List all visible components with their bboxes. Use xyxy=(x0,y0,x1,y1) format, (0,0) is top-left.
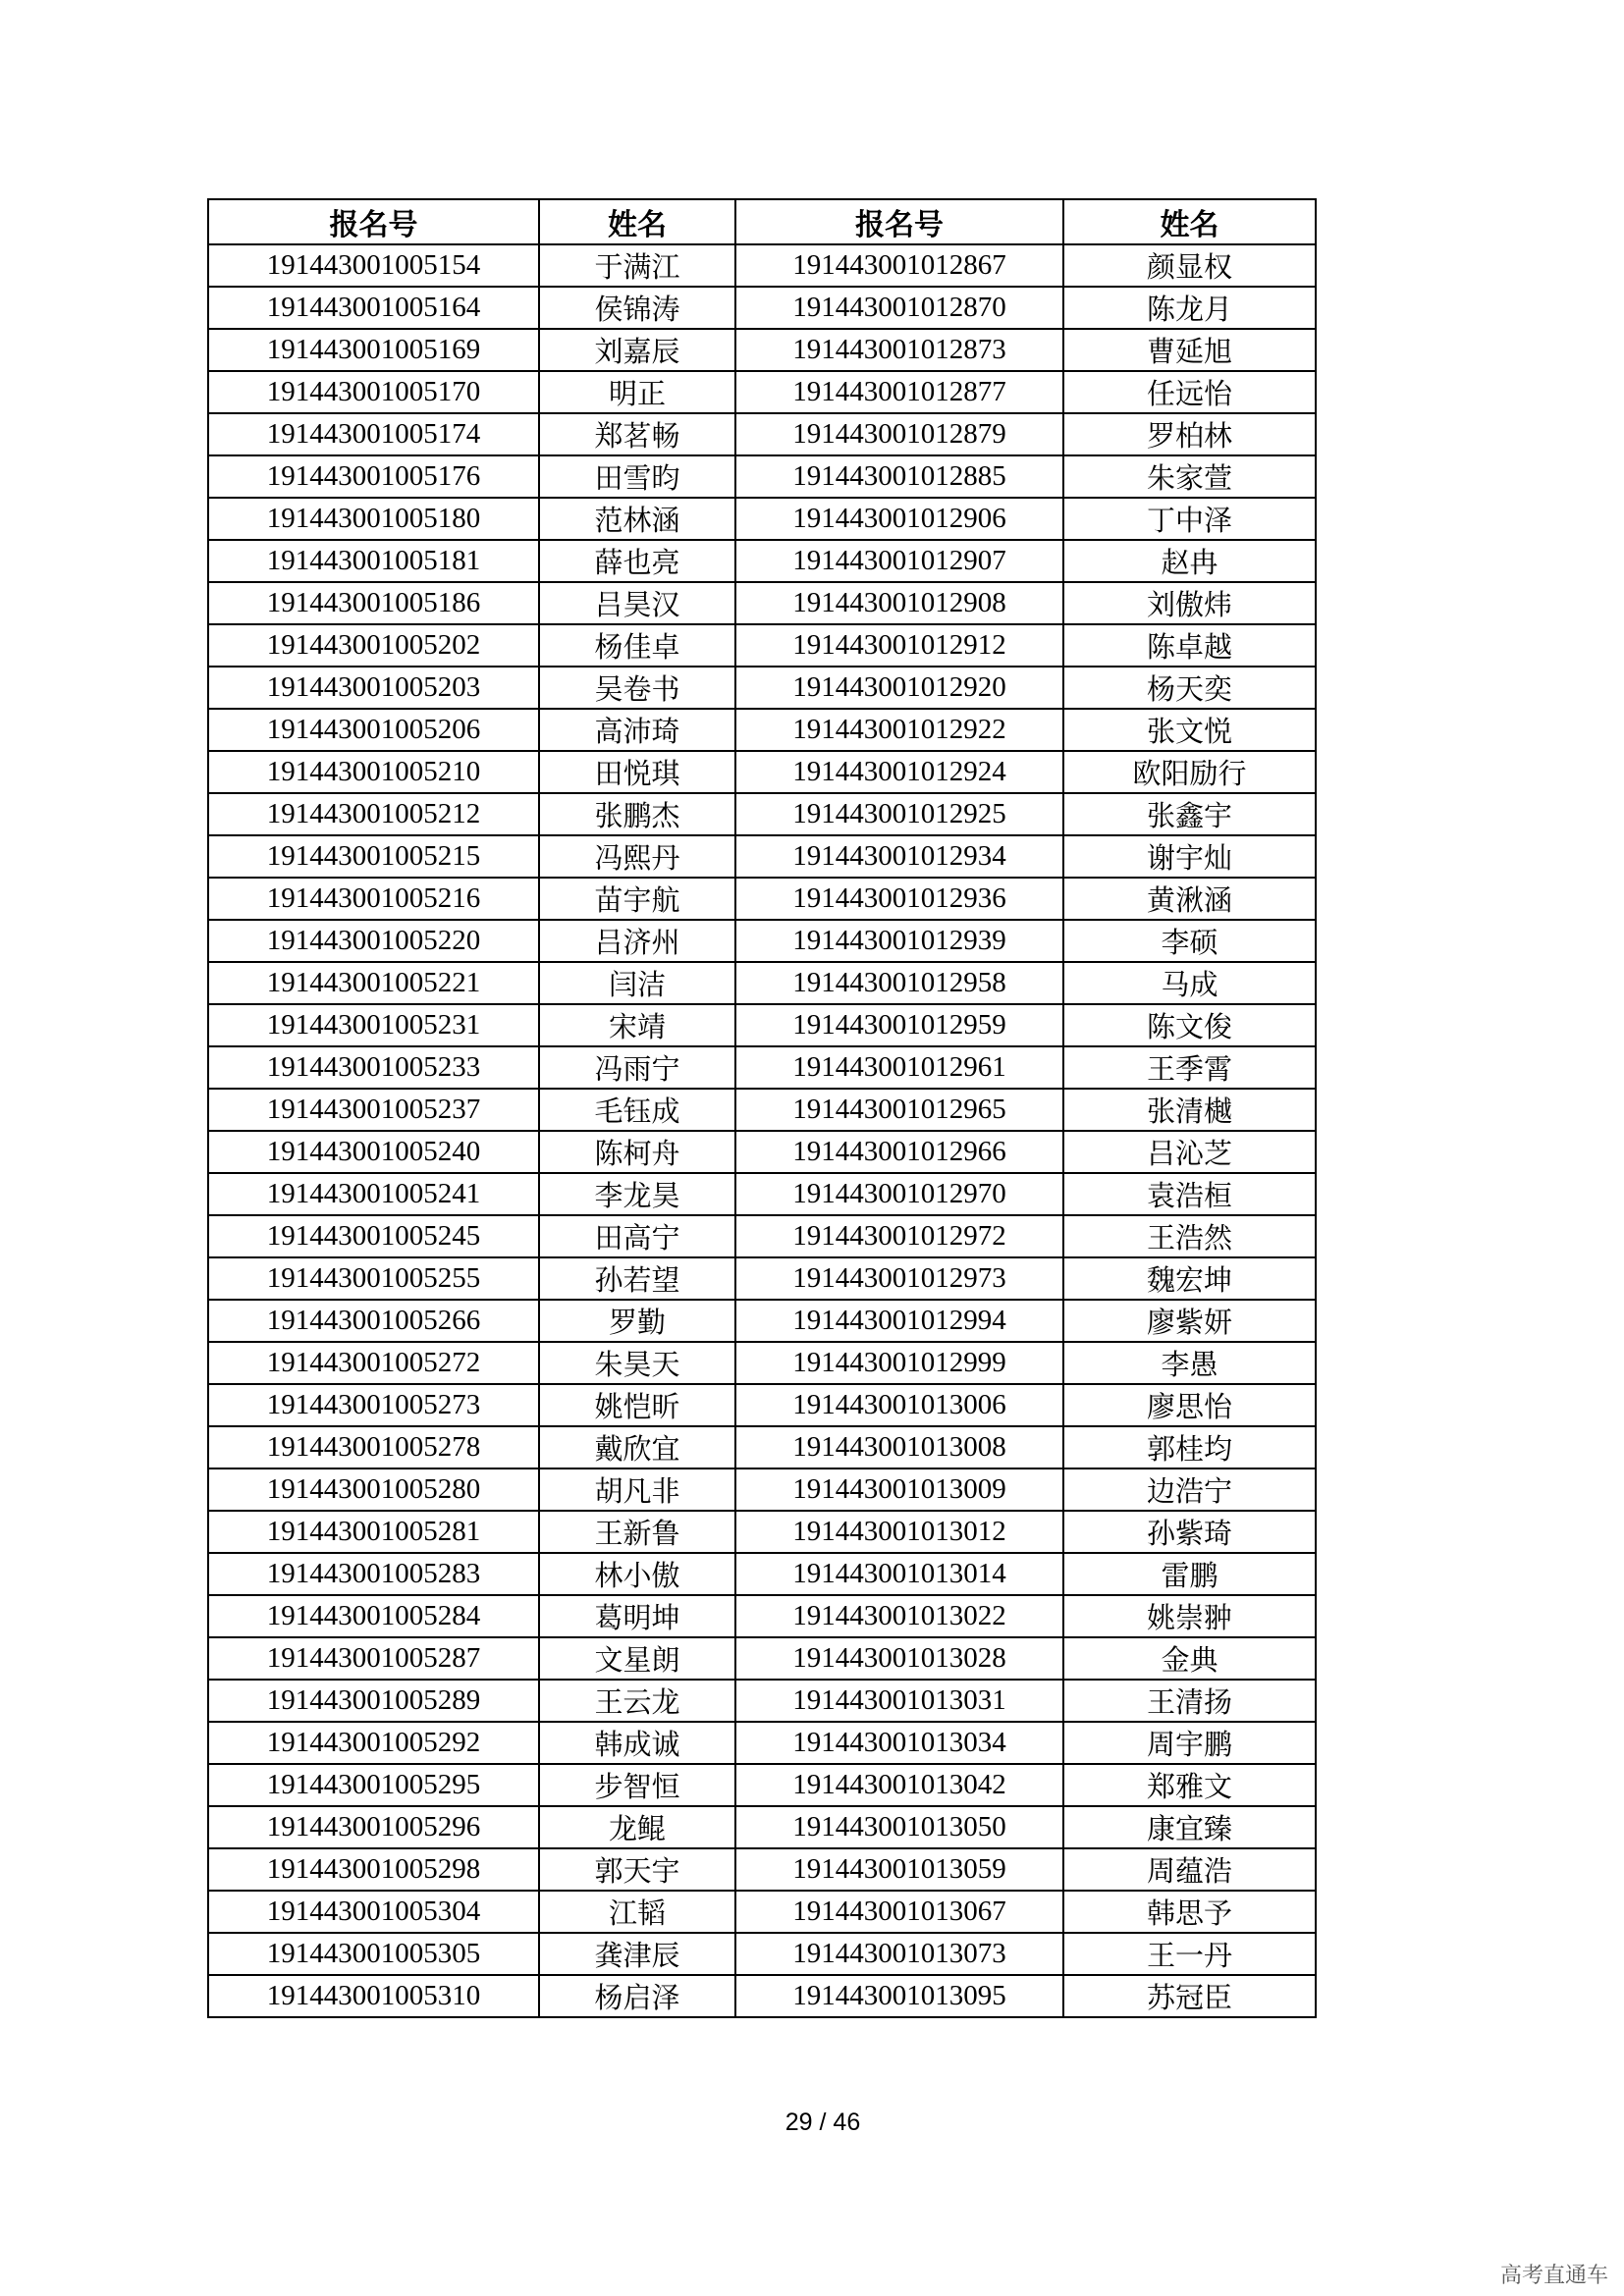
cell-registration-number-right: 191443001012867 xyxy=(735,244,1063,287)
table-row xyxy=(208,624,1316,667)
table-row xyxy=(208,413,1316,455)
cell-registration-number-left: 191443001005280 xyxy=(208,1468,539,1511)
cell-name-right: 王季霄 xyxy=(1063,1046,1316,1089)
table-row xyxy=(208,1637,1316,1680)
cell-name-left: 龙鲲 xyxy=(539,1806,735,1848)
cell-registration-number-left: 191443001005202 xyxy=(208,624,539,667)
table-row xyxy=(208,1975,1316,2017)
cell-registration-number-right: 191443001012908 xyxy=(735,582,1063,624)
cell-registration-number-left: 191443001005220 xyxy=(208,920,539,962)
cell-name-right: 陈龙月 xyxy=(1063,287,1316,329)
cell-name-left: 姚恺昕 xyxy=(539,1384,735,1426)
cell-name-right: 杨天奕 xyxy=(1063,667,1316,709)
cell-registration-number-right: 191443001012885 xyxy=(735,455,1063,498)
cell-name-right: 任远怡 xyxy=(1063,371,1316,413)
cell-registration-number-right: 191443001012965 xyxy=(735,1089,1063,1131)
cell-registration-number-right: 191443001012870 xyxy=(735,287,1063,329)
cell-name-right: 谢宇灿 xyxy=(1063,835,1316,878)
cell-name-left: 闫洁 xyxy=(539,962,735,1004)
cell-name-left: 田高宁 xyxy=(539,1215,735,1257)
cell-registration-number-right: 191443001012973 xyxy=(735,1257,1063,1300)
cell-name-right: 赵冉 xyxy=(1063,540,1316,582)
cell-registration-number-right: 191443001012961 xyxy=(735,1046,1063,1089)
cell-name-left: 罗勤 xyxy=(539,1300,735,1342)
cell-registration-number-right: 191443001013059 xyxy=(735,1848,1063,1891)
cell-registration-number-left: 191443001005273 xyxy=(208,1384,539,1426)
table-row xyxy=(208,1384,1316,1426)
cell-name-left: 范林涵 xyxy=(539,498,735,540)
cell-registration-number-right: 191443001012999 xyxy=(735,1342,1063,1384)
cell-registration-number-left: 191443001005284 xyxy=(208,1595,539,1637)
cell-registration-number-left: 191443001005233 xyxy=(208,1046,539,1089)
cell-name-left: 王云龙 xyxy=(539,1680,735,1722)
table-row xyxy=(208,329,1316,371)
cell-name-left: 薛也亮 xyxy=(539,540,735,582)
cell-registration-number-right: 191443001013022 xyxy=(735,1595,1063,1637)
cell-name-right: 刘傲炜 xyxy=(1063,582,1316,624)
table-row xyxy=(208,1891,1316,1933)
cell-name-left: 高沛琦 xyxy=(539,709,735,751)
cell-name-right: 周宇鹏 xyxy=(1063,1722,1316,1764)
table-row xyxy=(208,244,1316,287)
cell-registration-number-left: 191443001005180 xyxy=(208,498,539,540)
cell-registration-number-right: 191443001013095 xyxy=(735,1975,1063,2017)
cell-name-right: 张清樾 xyxy=(1063,1089,1316,1131)
table-row xyxy=(208,667,1316,709)
cell-registration-number-right: 191443001012906 xyxy=(735,498,1063,540)
cell-name-right: 陈卓越 xyxy=(1063,624,1316,667)
cell-name-right: 周蕴浩 xyxy=(1063,1848,1316,1891)
cell-registration-number-right: 191443001012924 xyxy=(735,751,1063,793)
cell-name-right: 王一丹 xyxy=(1063,1933,1316,1975)
cell-name-right: 姚崇翀 xyxy=(1063,1595,1316,1637)
table-row xyxy=(208,1848,1316,1891)
cell-registration-number-right: 191443001012879 xyxy=(735,413,1063,455)
cell-registration-number-left: 191443001005169 xyxy=(208,329,539,371)
cell-registration-number-left: 191443001005304 xyxy=(208,1891,539,1933)
cell-name-left: 郭天宇 xyxy=(539,1848,735,1891)
cell-registration-number-right: 191443001012959 xyxy=(735,1004,1063,1046)
cell-name-right: 孙紫琦 xyxy=(1063,1511,1316,1553)
cell-name-right: 边浩宁 xyxy=(1063,1468,1316,1511)
cell-registration-number-left: 191443001005164 xyxy=(208,287,539,329)
cell-name-left: 冯雨宁 xyxy=(539,1046,735,1089)
cell-registration-number-left: 191443001005272 xyxy=(208,1342,539,1384)
table-row xyxy=(208,1300,1316,1342)
table-row xyxy=(208,878,1316,920)
cell-name-right: 欧阳励行 xyxy=(1063,751,1316,793)
cell-registration-number-left: 191443001005305 xyxy=(208,1933,539,1975)
cell-registration-number-right: 191443001013028 xyxy=(735,1637,1063,1680)
cell-registration-number-right: 191443001013073 xyxy=(735,1933,1063,1975)
table-body xyxy=(208,244,1316,2017)
cell-name-left: 吴卷书 xyxy=(539,667,735,709)
cell-name-right: 张鑫宇 xyxy=(1063,793,1316,835)
cell-name-left: 龚津辰 xyxy=(539,1933,735,1975)
table-row xyxy=(208,1468,1316,1511)
cell-registration-number-left: 191443001005210 xyxy=(208,751,539,793)
table-row xyxy=(208,1215,1316,1257)
cell-registration-number-right: 191443001013034 xyxy=(735,1722,1063,1764)
table-row xyxy=(208,835,1316,878)
header-registration-number-left: 报名号 xyxy=(208,199,539,244)
cell-registration-number-left: 191443001005266 xyxy=(208,1300,539,1342)
cell-registration-number-right: 191443001013012 xyxy=(735,1511,1063,1553)
cell-name-left: 侯锦涛 xyxy=(539,287,735,329)
cell-name-left: 郑茗畅 xyxy=(539,413,735,455)
cell-registration-number-right: 191443001013067 xyxy=(735,1891,1063,1933)
cell-registration-number-left: 191443001005281 xyxy=(208,1511,539,1553)
cell-registration-number-left: 191443001005255 xyxy=(208,1257,539,1300)
cell-name-left: 孙若望 xyxy=(539,1257,735,1300)
cell-name-left: 田雪昀 xyxy=(539,455,735,498)
cell-name-left: 刘嘉辰 xyxy=(539,329,735,371)
cell-registration-number-right: 191443001013042 xyxy=(735,1764,1063,1806)
cell-name-left: 戴欣宜 xyxy=(539,1426,735,1468)
table-row xyxy=(208,920,1316,962)
cell-name-left: 胡凡非 xyxy=(539,1468,735,1511)
cell-registration-number-left: 191443001005287 xyxy=(208,1637,539,1680)
cell-registration-number-right: 191443001012966 xyxy=(735,1131,1063,1173)
cell-name-right: 廖紫妍 xyxy=(1063,1300,1316,1342)
table-row xyxy=(208,962,1316,1004)
cell-registration-number-right: 191443001012922 xyxy=(735,709,1063,751)
header-name-right: 姓名 xyxy=(1063,199,1316,244)
cell-registration-number-left: 191443001005296 xyxy=(208,1806,539,1848)
table-row xyxy=(208,1595,1316,1637)
cell-registration-number-right: 191443001012970 xyxy=(735,1173,1063,1215)
cell-name-right: 袁浩桓 xyxy=(1063,1173,1316,1215)
cell-name-left: 王新鲁 xyxy=(539,1511,735,1553)
cell-registration-number-left: 191443001005181 xyxy=(208,540,539,582)
table-row xyxy=(208,1131,1316,1173)
cell-registration-number-left: 191443001005170 xyxy=(208,371,539,413)
cell-name-right: 廖思怡 xyxy=(1063,1384,1316,1426)
table-row xyxy=(208,1173,1316,1215)
cell-name-left: 文星朗 xyxy=(539,1637,735,1680)
table-row xyxy=(208,1722,1316,1764)
cell-name-right: 黄湫涵 xyxy=(1063,878,1316,920)
cell-name-left: 明正 xyxy=(539,371,735,413)
cell-registration-number-left: 191443001005283 xyxy=(208,1553,539,1595)
cell-name-left: 韩成诚 xyxy=(539,1722,735,1764)
cell-name-left: 朱昊天 xyxy=(539,1342,735,1384)
table-row xyxy=(208,498,1316,540)
table-row xyxy=(208,371,1316,413)
cell-registration-number-left: 191443001005240 xyxy=(208,1131,539,1173)
cell-name-right: 康宜臻 xyxy=(1063,1806,1316,1848)
table-row xyxy=(208,1764,1316,1806)
cell-registration-number-left: 191443001005310 xyxy=(208,1975,539,2017)
cell-registration-number-right: 191443001012925 xyxy=(735,793,1063,835)
cell-registration-number-right: 191443001012912 xyxy=(735,624,1063,667)
cell-name-left: 田悦琪 xyxy=(539,751,735,793)
cell-name-right: 张文悦 xyxy=(1063,709,1316,751)
cell-name-left: 毛钰成 xyxy=(539,1089,735,1131)
cell-registration-number-left: 191443001005241 xyxy=(208,1173,539,1215)
cell-registration-number-left: 191443001005216 xyxy=(208,878,539,920)
cell-name-left: 冯熙丹 xyxy=(539,835,735,878)
cell-name-right: 颜显权 xyxy=(1063,244,1316,287)
cell-registration-number-right: 191443001012920 xyxy=(735,667,1063,709)
table-row xyxy=(208,1426,1316,1468)
table-row xyxy=(208,1933,1316,1975)
table-row xyxy=(208,1004,1316,1046)
cell-registration-number-right: 191443001012934 xyxy=(735,835,1063,878)
cell-registration-number-left: 191443001005237 xyxy=(208,1089,539,1131)
cell-name-right: 郭桂均 xyxy=(1063,1426,1316,1468)
table-row xyxy=(208,540,1316,582)
table-row xyxy=(208,793,1316,835)
cell-registration-number-left: 191443001005203 xyxy=(208,667,539,709)
cell-name-right: 朱家萱 xyxy=(1063,455,1316,498)
table-row xyxy=(208,1806,1316,1848)
cell-registration-number-left: 191443001005221 xyxy=(208,962,539,1004)
cell-registration-number-left: 191443001005154 xyxy=(208,244,539,287)
cell-name-right: 罗柏林 xyxy=(1063,413,1316,455)
cell-registration-number-left: 191443001005289 xyxy=(208,1680,539,1722)
cell-name-left: 吕济州 xyxy=(539,920,735,962)
table-row xyxy=(208,1553,1316,1595)
cell-name-right: 李愚 xyxy=(1063,1342,1316,1384)
table-row xyxy=(208,287,1316,329)
cell-registration-number-left: 191443001005176 xyxy=(208,455,539,498)
cell-name-left: 张鹏杰 xyxy=(539,793,735,835)
cell-registration-number-right: 191443001012939 xyxy=(735,920,1063,962)
watermark: 高考直通车 xyxy=(1499,2264,1608,2288)
table-row xyxy=(208,1511,1316,1553)
table-row xyxy=(208,751,1316,793)
table-row xyxy=(208,1046,1316,1089)
cell-registration-number-right: 191443001012994 xyxy=(735,1300,1063,1342)
cell-registration-number-left: 191443001005245 xyxy=(208,1215,539,1257)
cell-name-right: 丁中泽 xyxy=(1063,498,1316,540)
table-row xyxy=(208,582,1316,624)
header-name-left: 姓名 xyxy=(539,199,735,244)
cell-name-right: 李硕 xyxy=(1063,920,1316,962)
cell-name-right: 苏冠臣 xyxy=(1063,1975,1316,2017)
cell-registration-number-right: 191443001013008 xyxy=(735,1426,1063,1468)
cell-name-left: 宋靖 xyxy=(539,1004,735,1046)
cell-registration-number-left: 191443001005215 xyxy=(208,835,539,878)
cell-name-right: 曹延旭 xyxy=(1063,329,1316,371)
table-row xyxy=(208,455,1316,498)
cell-registration-number-right: 191443001012936 xyxy=(735,878,1063,920)
cell-registration-number-right: 191443001012907 xyxy=(735,540,1063,582)
cell-name-right: 马成 xyxy=(1063,962,1316,1004)
cell-registration-number-left: 191443001005174 xyxy=(208,413,539,455)
cell-name-left: 江韬 xyxy=(539,1891,735,1933)
table-row xyxy=(208,1257,1316,1300)
cell-name-left: 陈柯舟 xyxy=(539,1131,735,1173)
cell-name-left: 于满江 xyxy=(539,244,735,287)
cell-name-right: 吕沁芝 xyxy=(1063,1131,1316,1173)
table-row xyxy=(208,709,1316,751)
cell-name-right: 雷鹏 xyxy=(1063,1553,1316,1595)
cell-registration-number-right: 191443001012958 xyxy=(735,962,1063,1004)
table-row xyxy=(208,1342,1316,1384)
cell-registration-number-left: 191443001005292 xyxy=(208,1722,539,1764)
cell-registration-number-left: 191443001005231 xyxy=(208,1004,539,1046)
cell-registration-number-left: 191443001005278 xyxy=(208,1426,539,1468)
cell-name-left: 杨启泽 xyxy=(539,1975,735,2017)
header-registration-number-right: 报名号 xyxy=(735,199,1063,244)
admission-list-table xyxy=(207,198,1317,2018)
table-header-row xyxy=(208,199,1316,244)
cell-name-left: 苗宇航 xyxy=(539,878,735,920)
cell-name-right: 王清扬 xyxy=(1063,1680,1316,1722)
cell-name-left: 步智恒 xyxy=(539,1764,735,1806)
cell-registration-number-left: 191443001005212 xyxy=(208,793,539,835)
cell-name-left: 林小傲 xyxy=(539,1553,735,1595)
cell-name-right: 金典 xyxy=(1063,1637,1316,1680)
cell-registration-number-left: 191443001005298 xyxy=(208,1848,539,1891)
cell-name-left: 葛明坤 xyxy=(539,1595,735,1637)
cell-registration-number-right: 191443001013031 xyxy=(735,1680,1063,1722)
cell-registration-number-right: 191443001013009 xyxy=(735,1468,1063,1511)
table-row xyxy=(208,1089,1316,1131)
cell-name-left: 李龙昊 xyxy=(539,1173,735,1215)
cell-name-right: 陈文俊 xyxy=(1063,1004,1316,1046)
cell-name-right: 郑雅文 xyxy=(1063,1764,1316,1806)
cell-registration-number-left: 191443001005206 xyxy=(208,709,539,751)
cell-name-left: 杨佳卓 xyxy=(539,624,735,667)
cell-registration-number-right: 191443001013006 xyxy=(735,1384,1063,1426)
cell-registration-number-right: 191443001012972 xyxy=(735,1215,1063,1257)
page-number: 29 / 46 xyxy=(785,2109,861,2136)
cell-name-right: 韩思予 xyxy=(1063,1891,1316,1933)
cell-registration-number-right: 191443001012877 xyxy=(735,371,1063,413)
cell-name-right: 王浩然 xyxy=(1063,1215,1316,1257)
cell-name-left: 吕昊汉 xyxy=(539,582,735,624)
cell-registration-number-right: 191443001012873 xyxy=(735,329,1063,371)
cell-registration-number-left: 191443001005186 xyxy=(208,582,539,624)
table-row xyxy=(208,1680,1316,1722)
cell-registration-number-right: 191443001013050 xyxy=(735,1806,1063,1848)
cell-name-right: 魏宏坤 xyxy=(1063,1257,1316,1300)
cell-registration-number-left: 191443001005295 xyxy=(208,1764,539,1806)
cell-registration-number-right: 191443001013014 xyxy=(735,1553,1063,1595)
